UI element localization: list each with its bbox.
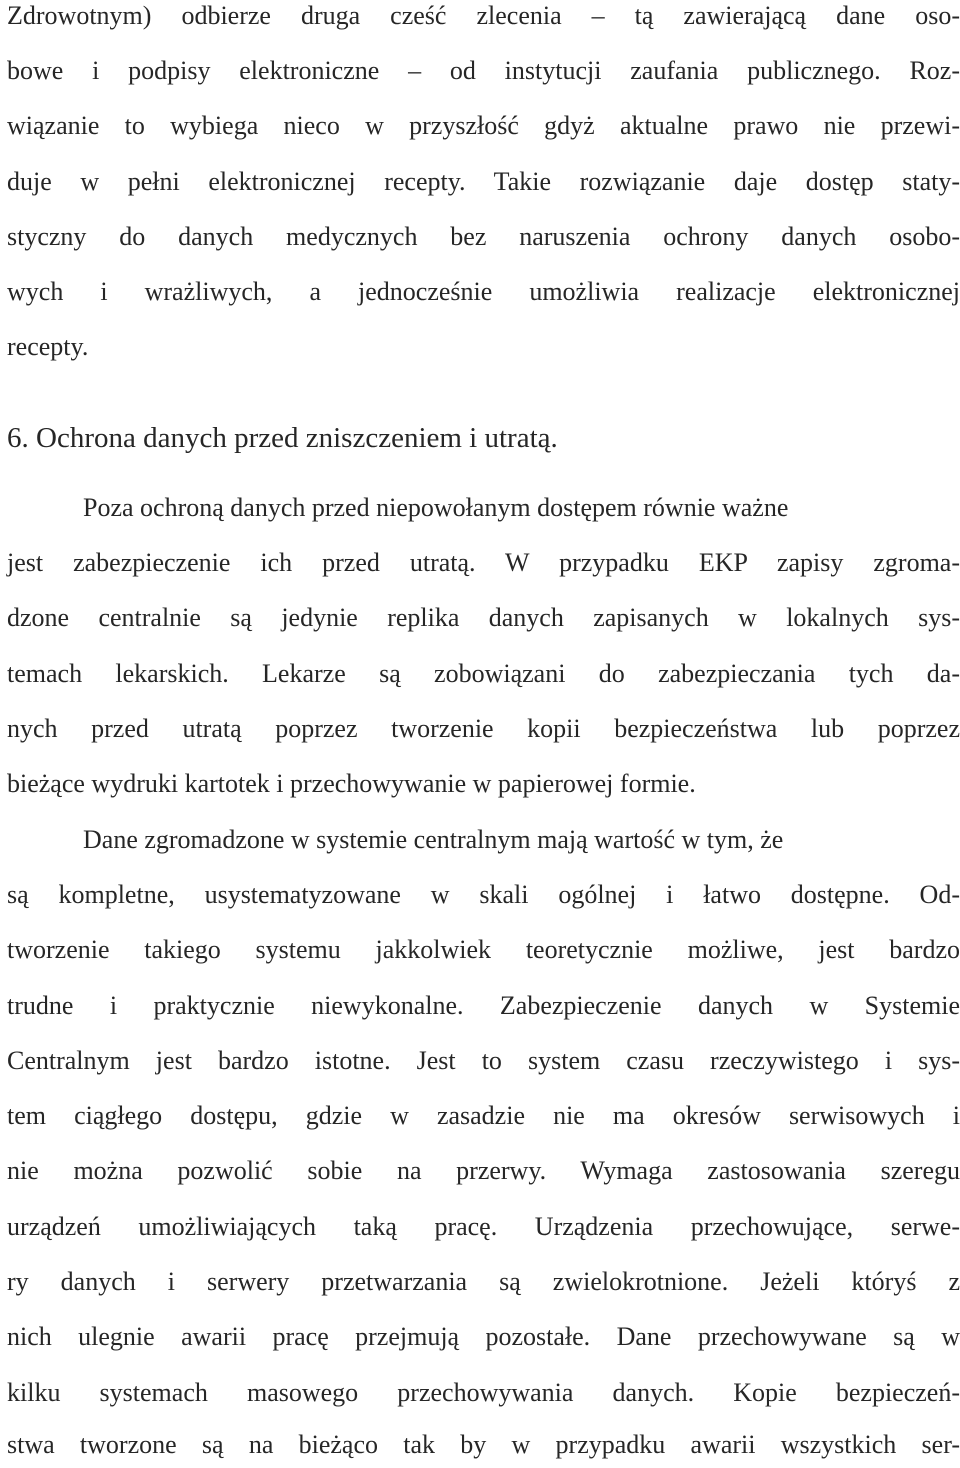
paragraph-line: wych i wrażliwych, a jednocześnie umożliwia realizacje elektronicznej [7,277,960,306]
paragraph-line: dzone centralnie są jedynie replika danych zapisanych w lokalnych sys- [7,603,960,632]
paragraph-line: Dane zgromadzone w systemie centralnym mają wartość w tym, że [83,825,784,854]
paragraph-line: Poza ochroną danych przed niepowołanym dostępem równie ważne [83,493,789,522]
paragraph-line: nych przed utratą poprzez tworzenie kopii bezpieczeństwa lub poprzez [7,714,960,743]
paragraph-line: nich ulegnie awarii pracę przejmują pozostałe. Dane przechowywane są w [7,1322,960,1351]
paragraph-line: styczny do danych medycznych bez naruszenia ochrony danych osobo- [7,222,960,251]
paragraph-line: kilku systemach masowego przechowywania danych. Kopie bezpieczeń- [7,1378,960,1407]
paragraph-line: Centralnym jest bardzo istotne. Jest to system czasu rzeczywistego i sys- [7,1046,960,1075]
paragraph-line: urządzeń umożliwiających taką pracę. Urządzenia przechowujące, serwe- [7,1212,960,1241]
paragraph-line: nie można pozwolić sobie na przerwy. Wymaga zastosowania szeregu [7,1156,960,1185]
paragraph-line: stwa tworzone są na bieżąco tak by w przypadku awarii wszystkich ser- [7,1430,960,1459]
paragraph-line: są kompletne, usystematyzowane w skali ogólnej i łatwo dostępne. Od- [7,880,960,909]
paragraph-line: ry danych i serwery przetwarzania są zwielokrotnione. Jeżeli któryś z [7,1267,960,1296]
paragraph-line: recepty. [7,332,89,361]
section-heading: 6. Ochrona danych przed zniszczeniem i utratą. [7,422,558,454]
paragraph-line: trudne i praktycznie niewykonalne. Zabezpieczenie danych w Systemie [7,991,960,1020]
paragraph-line: duje w pełni elektronicznej recepty. Takie rozwiązanie daje dostęp staty- [7,167,960,196]
paragraph-line: tworzenie takiego systemu jakkolwiek teoretycznie możliwe, jest bardzo [7,935,960,964]
paragraph-line: bieżące wydruki kartotek i przechowywanie w papierowej formie. [7,769,696,798]
paragraph-line: jest zabezpieczenie ich przed utratą. W przypadku EKP zapisy zgroma- [7,548,960,577]
paragraph-line: Zdrowotnym) odbierze druga cześć zlecenia – tą zawierającą dane oso- [7,1,960,30]
paragraph-line: wiązanie to wybiega nieco w przyszłość gdyż aktualne prawo nie przewi- [7,111,960,140]
paragraph-line: bowe i podpisy elektroniczne – od instytucji zaufania publicznego. Roz- [7,56,960,85]
paragraph-line: tem ciągłego dostępu, gdzie w zasadzie nie ma okresów serwisowych i [7,1101,960,1130]
paragraph-line: temach lekarskich. Lekarze są zobowiązani do zabezpieczania tych da- [7,659,960,688]
